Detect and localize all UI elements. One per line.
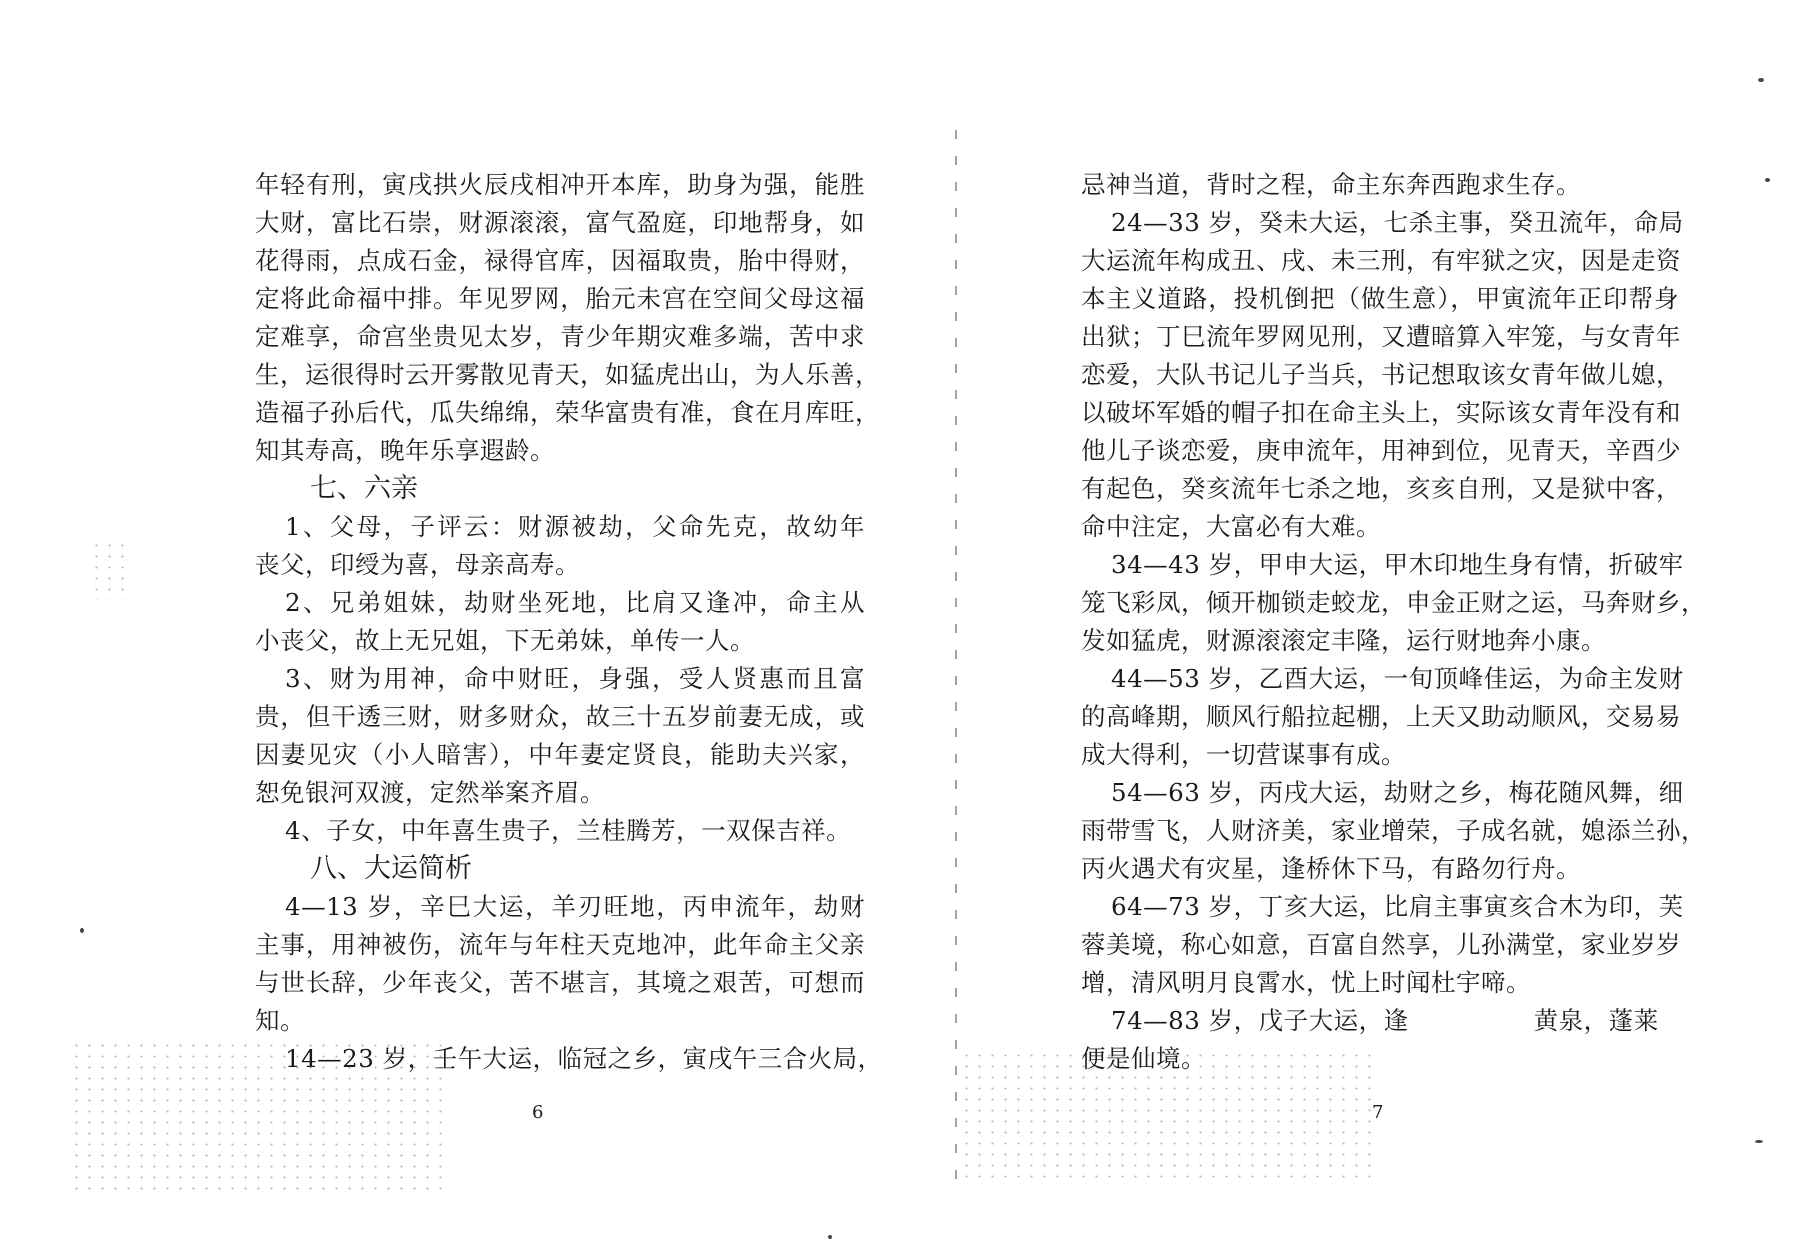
text-line: 24—33 岁，癸未大运，七杀主事，癸丑流年，命局 [1111,208,1684,237]
text-line: 他儿子谈恋爱，庚申流年，用神到位，见青天，辛酉少 [1081,436,1681,465]
scan-noise [960,1050,1380,1180]
text-line: 74—83 岁，戊子大运，逢 黄泉，蓬莱 [1111,1006,1659,1035]
scan-speck [1755,1140,1763,1143]
book-spine [955,130,957,1190]
text-line: 54—63 岁，丙戌大运，劫财之乡，梅花随风舞，细 [1111,778,1684,807]
text-line: 1、父母，子评云：财源被劫，父命先克，故幼年 [285,512,865,541]
text-line: 增，清风明月良霄水，忧上时闻杜宇啼。 [1081,968,1531,997]
text-line: 丧父，印绶为喜，母亲高寿。 [255,550,580,579]
text-line: 4、子女，中年喜生贵子，兰桂腾芳，一双保吉祥。 [285,816,852,845]
text-line: 造福子孙后代，瓜失绵绵，荣华富贵有准，食在月库旺， [255,398,880,427]
text-line: 生，运很得时云开雾散见青天，如猛虎出山，为人乐善， [255,360,880,389]
scan-speck [828,1235,832,1239]
page-number: 7 [1372,1102,1384,1123]
text-line: 以破坏军婚的帽子扣在命主头上，实际该女青年没有和 [1081,398,1681,427]
text-line: 14—23 岁，壬午大运，临冠之乡，寅戌午三合火局， [285,1044,883,1073]
text-line: 发如猛虎，财源滚滚定丰隆，运行财地奔小康。 [1081,626,1606,655]
scan-noise [70,1040,450,1190]
text-line: 因妻见灾（小人暗害），中年妻定贤良，能助夫兴家， [255,740,865,769]
text-line: 花得雨，点成石金，禄得官库，因福取贵，胎中得财， [255,246,865,275]
text-line: 主事，用神被伤，流年与年柱天克地冲，此年命主父亲 [255,930,865,959]
text-line: 恕免银河双渡，定然举案齐眉。 [255,778,605,807]
text-line: 64—73 岁，丁亥大运，比肩主事寅亥合木为印，芙 [1111,892,1684,921]
text-line: 丙火遇犬有灾星，逢桥休下马，有路勿行舟。 [1081,854,1581,883]
text-line: 44—53 岁，乙酉大运，一旬顶峰佳运，为命主发财 [1111,664,1684,693]
text-line: 有起色，癸亥流年七杀之地，亥亥自刑，又是狱中客， [1081,474,1681,503]
text-line: 4—13 岁，辛巳大运，羊刃旺地，丙申流年，劫财 [285,892,865,921]
text-line: 2、兄弟姐妹，劫财坐死地，比肩又逢冲，命主从 [285,588,865,617]
right-page-text [1081,166,1706,1078]
text-line: 命中注定，大富必有大难。 [1081,512,1381,541]
text-line: 大运流年构成丑、戌、未三刑，有牢狱之灾，因是走资 [1081,246,1681,275]
text-line: 贵，但干透三财，财多财众，故三十五岁前妻无成，或 [255,702,865,731]
text-line: 笼飞彩凤，倾开枷锁走蛟龙，申金正财之运，马奔财乡， [1081,588,1706,617]
text-line: 大财，富比石崇，财源滚滚，富气盈庭，印地帮身，如 [255,208,865,237]
text-line: 成大得利，一切营谋事有成。 [1081,740,1406,769]
scan-speck [80,928,84,933]
text-line: 知。 [255,1006,305,1035]
text-line: 定将此命福中排。年见罗网，胎元未宫在空间父母这福 [255,284,865,313]
text-line: 年轻有刑，寅戌拱火辰戌相冲开本库，助身为强，能胜 [255,170,865,199]
text-line: 的高峰期，顺风行船拉起棚，上天又助动顺风，交易易 [1081,702,1681,731]
text-line: 34—43 岁，甲申大运，甲木印地生身有情，折破牢 [1111,550,1684,579]
scan-speck [1758,78,1764,82]
text-line: 雨带雪飞，人财济美，家业增荣，子成名就，媳添兰孙， [1081,816,1706,845]
text-line: 3、财为用神，命中财旺，身强，受人贤惠而且富 [285,664,865,693]
text-line: 本主义道路，投机倒把（做生意），甲寅流年正印帮身 [1081,284,1679,313]
text-line: 便是仙境。 [1081,1044,1206,1073]
text-line: 蓉美境，称心如意，百富自然享，儿孙满堂，家业岁岁 [1081,930,1681,959]
page-number: 6 [532,1102,544,1123]
section-heading-liuqin: 七、六亲 [310,473,418,504]
text-line: 出狱；丁巳流年罗网见刑，又遭暗算入牢笼，与女青年 [1081,322,1681,351]
left-page-text [255,166,883,1078]
text-line: 定难享，命宫坐贵见太岁，青少年期灾难多端，苦中求 [255,322,865,351]
scan-speck [1765,178,1770,182]
text-line: 小丧父，故上无兄姐，下无弟妹，单传一人。 [255,626,755,655]
scan-noise [90,540,130,600]
text-line: 知其寿高，晚年乐享遐龄。 [255,436,555,465]
text-line: 与世长辞，少年丧父，苦不堪言，其境之艰苦，可想而 [255,968,865,997]
text-line: 恋爱，大队书记儿子当兵，书记想取该女青年做儿媳， [1081,360,1681,389]
text-line: 忌神当道，背时之程，命主东奔西跑求生存。 [1081,170,1581,199]
section-heading-dayun: 八、大运简析 [310,853,472,884]
